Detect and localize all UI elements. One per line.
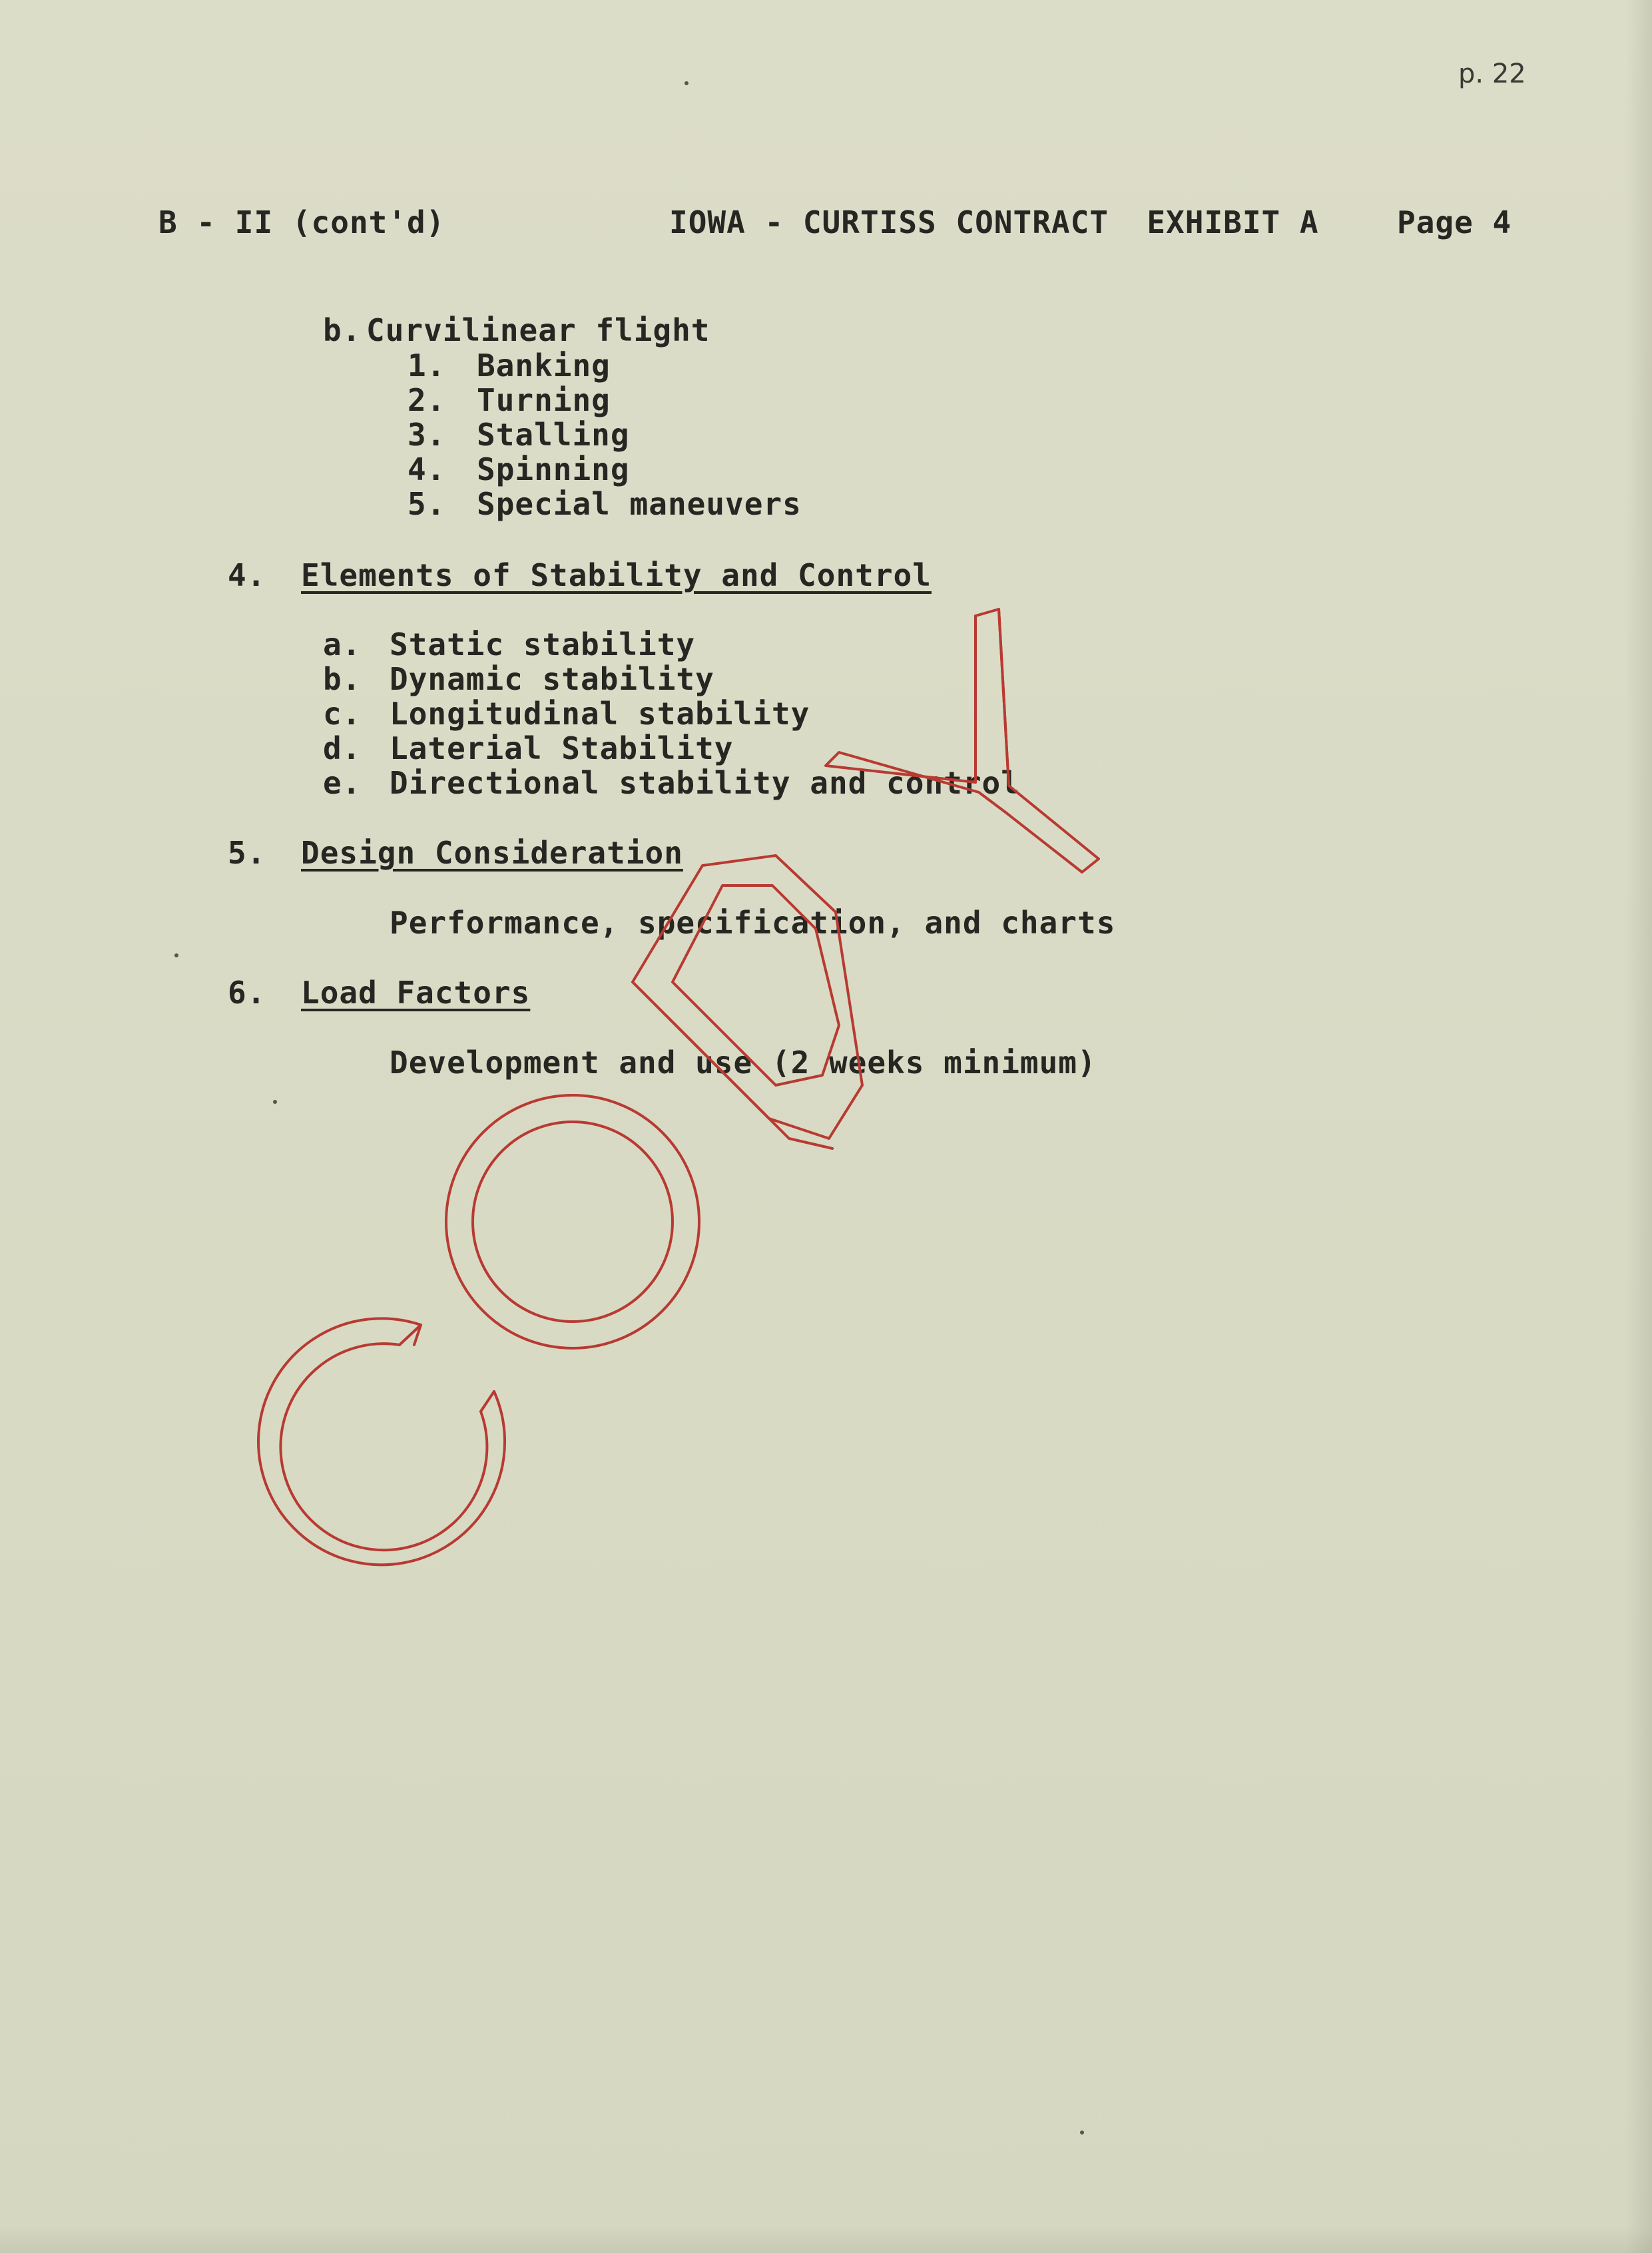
list-item: Special maneuvers — [477, 486, 802, 522]
list-item-number: 3. — [408, 417, 446, 453]
stamp-letter-y — [826, 609, 1099, 872]
list-item-number: 2. — [408, 382, 446, 418]
section-number: 4. — [228, 557, 266, 593]
section-number: 6. — [228, 975, 266, 1011]
paper-speck — [273, 1100, 277, 1104]
section-body: Development and use (2 weeks minimum) — [390, 1045, 1097, 1081]
list-item: Stalling — [477, 417, 630, 453]
list-item-label: e. — [323, 765, 362, 801]
list-item: Directional stability and control — [390, 765, 1020, 801]
section-heading: Elements of Stability and Control — [301, 557, 932, 593]
header-center: IOWA - CURTISS CONTRACT EXHIBIT A — [669, 204, 1319, 240]
paper-speck — [1080, 2130, 1084, 2134]
stamp-letter-o — [446, 1095, 699, 1348]
list-item: Turning — [477, 382, 611, 418]
page-number: p. 22 — [1458, 59, 1526, 89]
list-item-number: 5. — [408, 486, 446, 522]
list-item-label: b. — [323, 661, 362, 697]
list-item-label: d. — [323, 730, 362, 766]
section-heading: Load Factors — [301, 975, 531, 1011]
section-heading: Design Consideration — [301, 835, 683, 871]
list-item: Static stability — [390, 626, 696, 662]
list-item-number: 1. — [408, 348, 446, 383]
paper-speck — [685, 81, 688, 85]
page-bottom-edge-shadow — [0, 2226, 1652, 2253]
list-item: Spinning — [477, 451, 630, 487]
stamp-letter-p — [633, 856, 862, 1138]
list-item: Longitudinal stability — [390, 696, 810, 732]
curvilinear-label: b. — [323, 312, 362, 348]
list-item: Banking — [477, 348, 611, 383]
section-body: Performance, specification, and charts — [390, 905, 1116, 941]
list-item: Dynamic stability — [390, 661, 714, 697]
paper-speck — [174, 953, 178, 957]
header-left: B - II (cont'd) — [158, 204, 445, 240]
section-number: 5. — [228, 835, 266, 871]
list-item: Laterial Stability — [390, 730, 734, 766]
list-item-number: 4. — [408, 451, 446, 487]
header-right: Page 4 — [1397, 204, 1512, 240]
list-item-label: c. — [323, 696, 362, 732]
stamp-letter-c — [258, 1318, 505, 1565]
curvilinear-title: Curvilinear flight — [366, 312, 710, 348]
page-right-edge-shadow — [1625, 0, 1652, 2253]
list-item-label: a. — [323, 626, 362, 662]
